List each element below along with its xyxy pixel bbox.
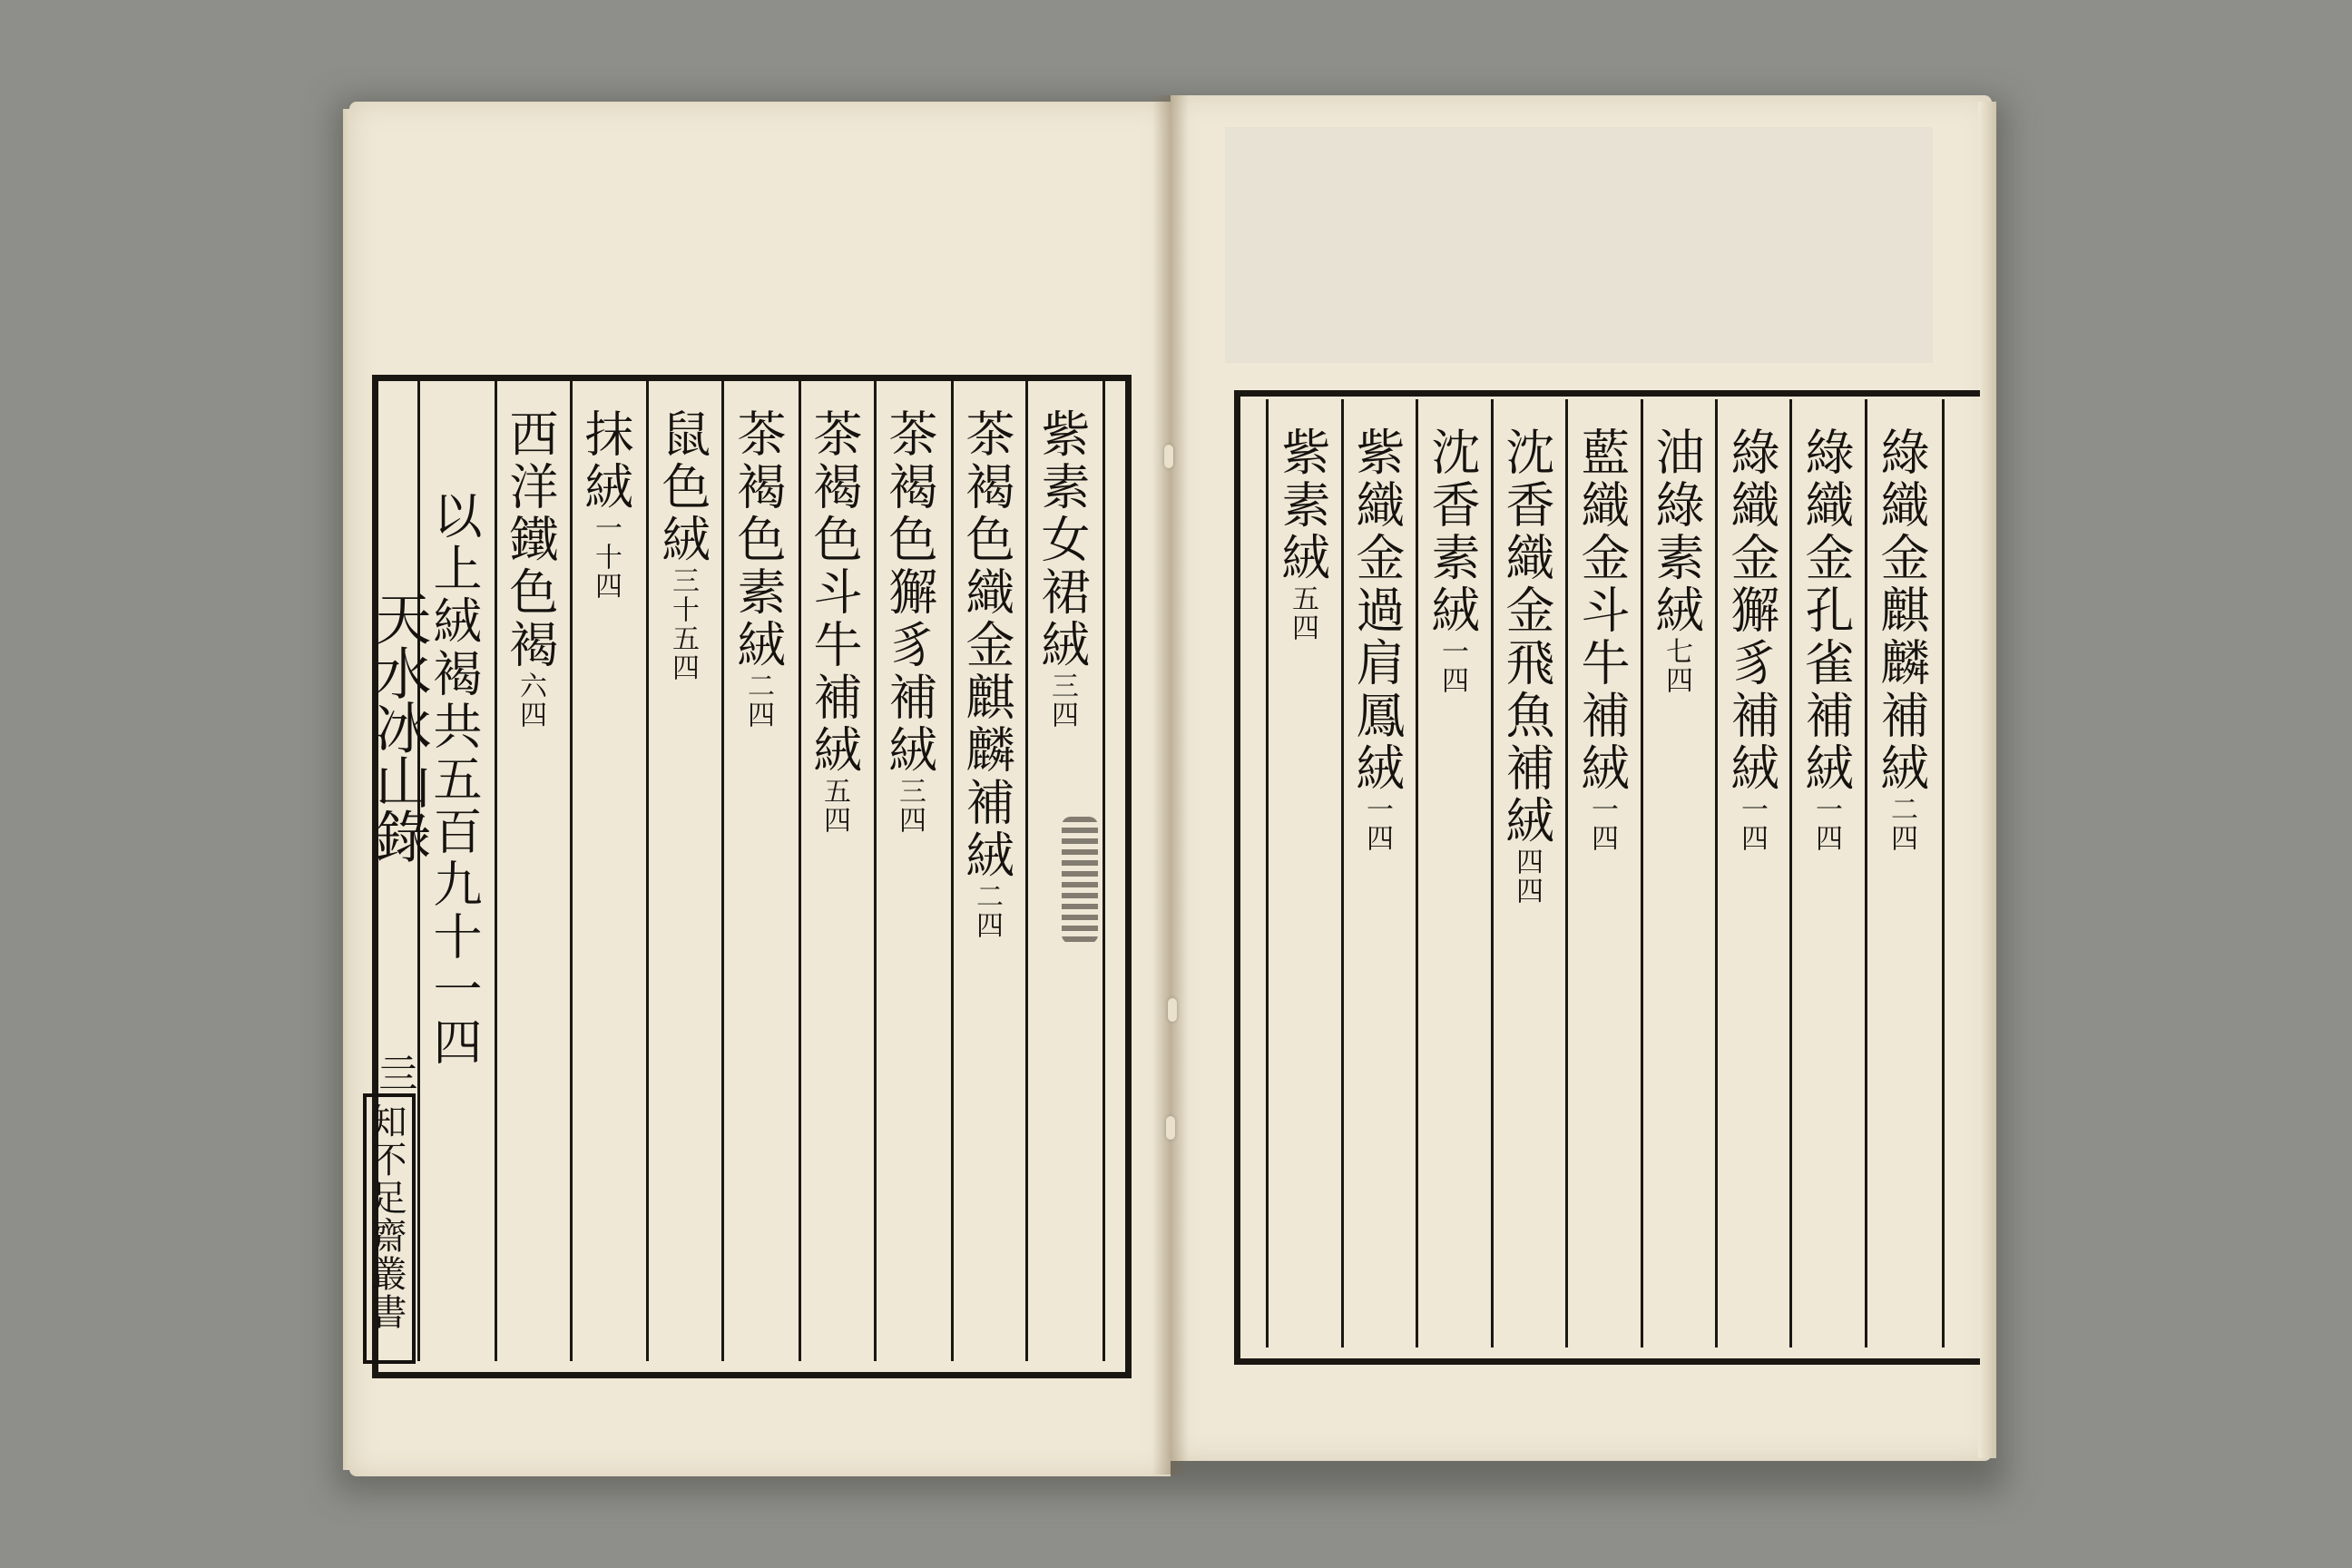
item-name: 綠織金獬豸補絨 [1723, 426, 1780, 795]
item-count: 一四 [1361, 795, 1393, 853]
item-name: 藍織金斗牛補絨 [1573, 426, 1631, 795]
entry-column [881, 408, 938, 835]
column-rule [1942, 399, 1945, 1348]
item-count: 二四 [742, 671, 774, 730]
item-count: 一四 [1586, 795, 1618, 853]
column-rule [1565, 399, 1568, 1348]
binding-thread [1164, 445, 1173, 468]
entry-column [1348, 426, 1406, 853]
item-count: 四四 [1511, 848, 1543, 906]
item-count: 一四 [1736, 795, 1768, 853]
entry-column [1723, 426, 1780, 853]
item-count: 三四 [1046, 671, 1078, 730]
entry-column [730, 408, 787, 730]
item-count: 一四 [1436, 637, 1468, 695]
item-name: 紫織金過肩鳳絨 [1348, 426, 1406, 795]
column-rule [951, 381, 954, 1361]
item-count: 二四 [971, 882, 1003, 940]
entry-column [958, 408, 1015, 940]
binding-thread [1166, 1116, 1175, 1140]
column-rule [570, 381, 573, 1361]
entry-column [502, 408, 559, 730]
ink-smudge [1062, 817, 1098, 944]
item-count: 三十五四 [667, 566, 699, 682]
entry-column [1498, 426, 1555, 906]
column-rule [1341, 399, 1344, 1348]
column-rule [646, 381, 649, 1361]
item-count: 六四 [514, 671, 546, 730]
item-name: 沈香織金飛魚補絨 [1498, 426, 1555, 848]
item-name: 紫素絨 [1274, 426, 1331, 584]
item-count: 三四 [894, 777, 926, 835]
entry-column [577, 408, 634, 601]
imprint-mark: 亖 [371, 1053, 417, 1096]
entry-column [1648, 426, 1705, 695]
column-rule [1266, 399, 1269, 1348]
binding-thread [1168, 998, 1177, 1022]
show-through [1225, 127, 1933, 363]
entry-column [654, 408, 711, 682]
book-title: 天水冰山錄 [366, 590, 432, 862]
column-rule [721, 381, 724, 1361]
item-name: 茶褐色斗牛補絨 [806, 408, 863, 777]
item-name: 綠織金麒麟補絨 [1873, 426, 1930, 795]
column-rule [1789, 399, 1792, 1348]
item-count: 一四 [1810, 795, 1842, 853]
entry-column [1034, 408, 1091, 730]
item-name: 鼠色絨 [654, 408, 711, 566]
column-rule [495, 381, 497, 1361]
item-name: 茶褐色素絨 [730, 408, 787, 671]
column-rule [1025, 381, 1028, 1361]
entry-column [1424, 426, 1481, 695]
item-name: 茶褐色織金麒麟補絨 [958, 408, 1015, 882]
item-name: 綠織金孔雀補絨 [1798, 426, 1855, 795]
entry-column [1798, 426, 1855, 853]
column-rule [874, 381, 877, 1361]
column-rule [1715, 399, 1718, 1348]
summary-text: 以上絨褐共五百九十一四 [426, 490, 483, 1069]
item-count: 五四 [818, 777, 850, 835]
entry-column [1873, 426, 1930, 853]
item-name: 油綠素絨 [1648, 426, 1705, 637]
item-count: 七四 [1661, 637, 1692, 695]
column-rule [1416, 399, 1418, 1348]
item-name: 抹絨 [577, 408, 634, 514]
column-rule [1641, 399, 1643, 1348]
item-name: 茶褐色獬豸補絨 [881, 408, 938, 777]
column-rule [1865, 399, 1867, 1348]
item-name: 西洋鐵色褐 [502, 408, 559, 671]
item-count: 一十四 [590, 514, 622, 601]
right-fore-edge [1978, 102, 1996, 1458]
column-rule [1491, 399, 1494, 1348]
entry-column [1573, 426, 1631, 853]
column-rule [799, 381, 801, 1361]
item-count: 五四 [1287, 584, 1318, 642]
item-name: 紫素女裙絨 [1034, 408, 1091, 671]
book-gutter [1152, 95, 1189, 1475]
imprint-text: 知不足齋叢書 [365, 1102, 407, 1331]
column-rule [1102, 381, 1105, 1361]
entry-column [1274, 426, 1331, 642]
column-rule [417, 381, 420, 1361]
item-count: 二四 [1886, 795, 1917, 853]
item-name: 沈香素絨 [1424, 426, 1481, 637]
entry-column [806, 408, 863, 835]
